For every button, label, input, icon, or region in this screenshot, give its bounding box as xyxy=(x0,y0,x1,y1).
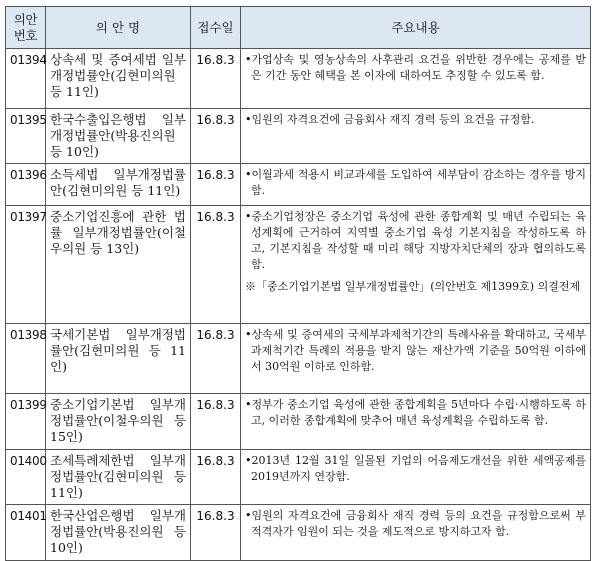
header-summary: 주요내용 xyxy=(241,7,591,49)
header-bill-number xyxy=(6,7,46,49)
table-row xyxy=(6,450,591,505)
summary-paragraph: •이월과세 적용시 비교과세를 도입하여 세부담이 감소하는 경우를 방지함. xyxy=(245,168,586,197)
bill-title: 상속세 및 증여세법 일부개정법률안(김현미의원 등 11인) xyxy=(46,49,191,109)
bill-summary xyxy=(241,109,591,164)
bill-title: 중소기업기본법 일부개정법률안(이철우의원 등 15인) xyxy=(46,394,191,450)
bill-summary xyxy=(241,394,591,450)
summary-paragraph: •정부가 중소기업 육성에 관한 종합계획을 5년마다 수립·시행하도록 하고, 이러한 종합계획에 맞추어 매년 육성계획을 수립하도록 함. xyxy=(245,398,586,427)
table-row xyxy=(6,164,591,206)
bill-summary xyxy=(241,324,591,394)
received-date: 16.8.3 xyxy=(191,109,241,164)
received-date: 16.8.3 xyxy=(191,49,241,109)
bill-number: 01395 xyxy=(6,109,46,164)
bill-title: 소득세법 일부개정법률안(김현미의원 등 11인) xyxy=(46,164,191,206)
table-row xyxy=(6,324,591,394)
summary-paragraph: •가업상속 및 영농상속의 사후관리 요건을 위반한 경우에는 공제를 받은 기간 동안 혜택을 본 이자에 대하여도 추징할 수 있도록 함. xyxy=(245,53,586,82)
bill-title: 국세기본법 일부개정법률안(김현미의원 등 11인) xyxy=(46,324,191,394)
summary-paragraph: •임원의 자격요건에 금융회사 재직 경력 등의 요건을 규정함. xyxy=(245,113,535,126)
bill-title: 조세특례제한법 일부개정법률안(김현미의원 등 11인) xyxy=(46,450,191,505)
summary-note: ※「중소기업기본법 일부개정법률안」(의안번호 제1399호) 의결전제 xyxy=(245,280,581,293)
table-row xyxy=(6,394,591,450)
bill-summary xyxy=(241,49,591,109)
header-received-date: 접수일 xyxy=(191,7,241,49)
received-date: 16.8.3 xyxy=(191,324,241,394)
summary-paragraph: •상속세 및 증여세의 국세부과제척기간의 특례사유를 확대하고, 국세부과제척기간 특례의 적용을 받지 않는 재산가액 기준을 50억원 이하에서 30억원 이하로 인하함. xyxy=(245,328,586,373)
bill-number: 01398 xyxy=(6,324,46,394)
bill-number: 01397 xyxy=(6,206,46,324)
received-date: 16.8.3 xyxy=(191,164,241,206)
table-row xyxy=(6,109,591,164)
bill-summary xyxy=(241,206,591,324)
table-header-row xyxy=(6,7,591,49)
bill-number: 01399 xyxy=(6,394,46,450)
summary-paragraph: •임원의 자격요건에 금융회사 재직 경력 등의 요건을 규정함으로써 부적격자가 임원이 되는 것을 제도적으로 방지하고자 함. xyxy=(245,509,586,538)
bill-table xyxy=(5,6,591,561)
summary-paragraph: •중소기업청장은 중소기업 육성에 관한 종합계획 및 매년 수립되는 육성계획에 근거하여 지역별 중소기업 육성 기본지침을 작성하도록 하고, 기본지침을 작성할 때 미리 해당 지방자치단체의 장과 협의하도록 함. xyxy=(245,210,586,271)
table-row xyxy=(6,49,591,109)
bill-number: 01401 xyxy=(6,505,46,561)
received-date: 16.8.3 xyxy=(191,450,241,505)
bill-title: 중소기업진흥에 관한 법률 일부개정법률안(이철우의원 등 13인) xyxy=(46,206,191,324)
bill-number: 01400 xyxy=(6,450,46,505)
bill-summary xyxy=(241,450,591,505)
received-date: 16.8.3 xyxy=(191,206,241,324)
table-row xyxy=(6,505,591,561)
bill-title: 한국수출입은행법 일부개정법률안(박용진의원 등 10인) xyxy=(46,109,191,164)
bill-number: 01396 xyxy=(6,164,46,206)
summary-paragraph: •2013년 12월 31일 일몰된 기업의 어음제도개선을 위한 세액공제를 2019년까지 연장함. xyxy=(245,454,586,483)
bill-summary xyxy=(241,505,591,561)
received-date: 16.8.3 xyxy=(191,394,241,450)
header-bill-title: 의 안 명 xyxy=(46,7,191,49)
table-row xyxy=(6,206,591,324)
bill-table-container xyxy=(5,6,591,561)
bill-summary xyxy=(241,164,591,206)
received-date: 16.8.3 xyxy=(191,505,241,561)
bill-title: 한국산업은행법 일부개정법률안(박용진의원 등 10인) xyxy=(46,505,191,561)
bill-number: 01394 xyxy=(6,49,46,109)
header-bill-number-label: 의안 번호 xyxy=(13,11,38,43)
